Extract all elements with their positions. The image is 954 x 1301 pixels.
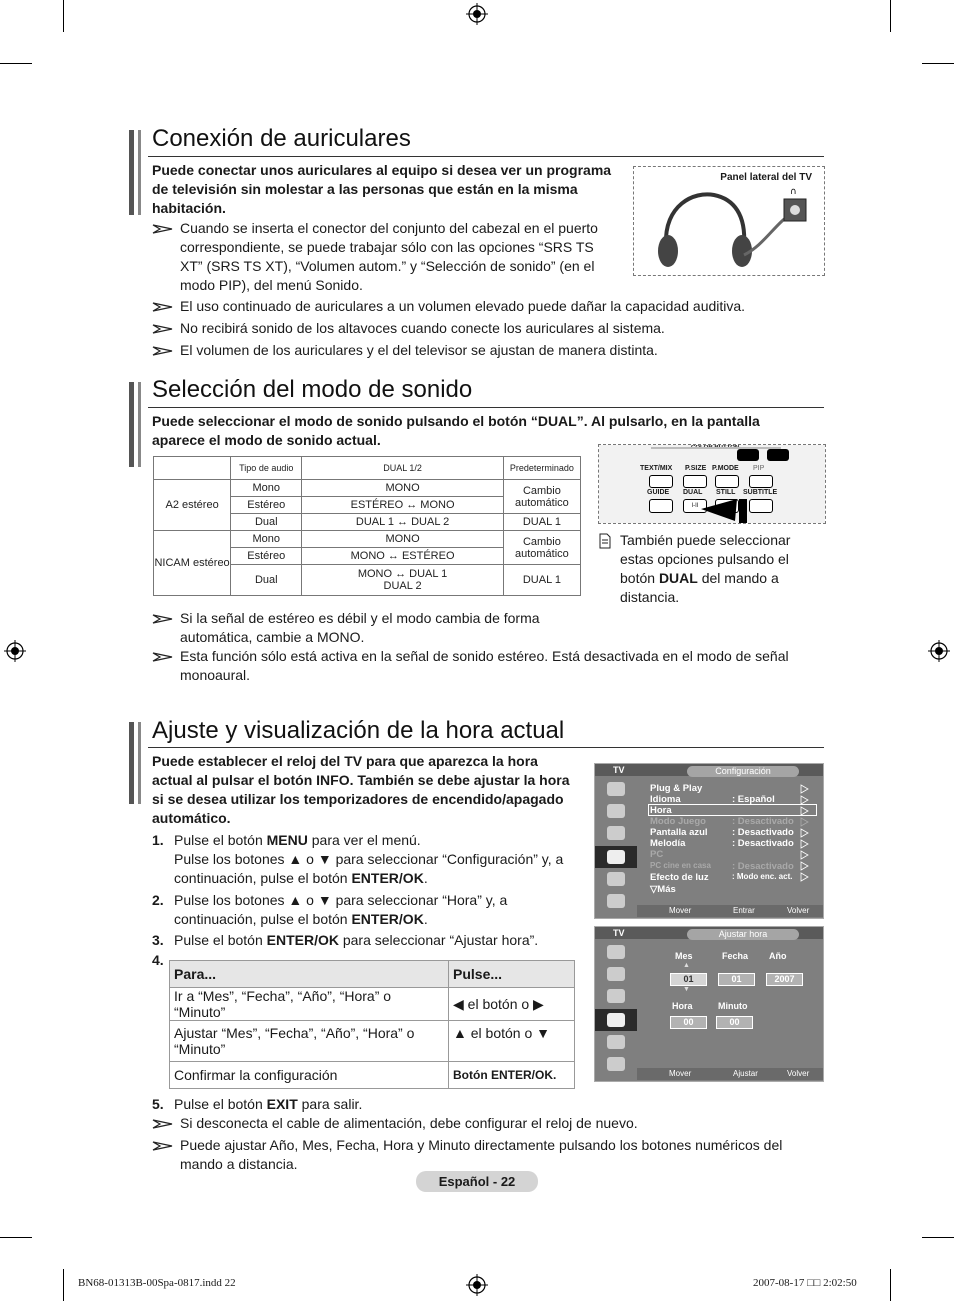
osd-menu-title: Ajustar hora <box>687 929 799 940</box>
osd-arrow-icons <box>800 784 810 884</box>
table-cell: Mono <box>231 480 302 497</box>
table-cell: Dual <box>231 514 302 531</box>
remote-key-label: GUIDE <box>647 489 670 496</box>
registration-mark-icon <box>928 640 950 662</box>
osd-menu-title: Configuración <box>687 766 799 777</box>
page-number: Español - 22 <box>416 1171 538 1192</box>
step-number: 1. <box>152 832 164 848</box>
table-header: Pulse... <box>449 961 575 988</box>
section-bar <box>138 130 141 215</box>
step-text <box>174 1095 584 1114</box>
sound-mode-table <box>153 456 581 596</box>
minute-label: Minuto <box>718 1001 748 1011</box>
down-arrow-icon: ▼ <box>683 986 690 993</box>
table-row <box>154 480 581 497</box>
osd-footer-return: Volver <box>787 1069 810 1078</box>
note-text: Si la señal de estéreo es débil y el modo cambia de forma automática, cambie a MONO. <box>180 610 540 645</box>
setup-gear-icon <box>607 850 625 864</box>
date-field[interactable]: 01 <box>718 973 755 986</box>
table-header: DUAL 1/2 <box>302 457 503 480</box>
step-text <box>174 831 584 850</box>
pointer-arrow-icon <box>699 497 755 523</box>
remote-panel <box>598 444 826 524</box>
osd-footer-move: Mover <box>669 906 692 915</box>
month-label: Mes <box>675 951 693 961</box>
table-cell: ESTÉREO ↔ MONO <box>302 497 503 514</box>
step-number: 3. <box>152 932 164 948</box>
section-title: Conexión de auriculares <box>152 125 411 152</box>
step-fragment: . <box>423 911 428 927</box>
osd-item-selected[interactable]: Hora <box>650 805 672 816</box>
date-label: Fecha <box>722 951 749 961</box>
remote-key[interactable] <box>683 475 707 488</box>
table-header: Para... <box>170 961 449 988</box>
section-bar <box>138 382 141 467</box>
table-cell: MONO <box>302 531 503 548</box>
osd-tv-label: TV <box>613 928 625 938</box>
remote-key-label: SUBTITLE <box>743 489 778 496</box>
osd-item[interactable]: Idioma <box>650 794 681 805</box>
osd-footer-move: Mover <box>669 1069 692 1078</box>
remote-key[interactable] <box>749 475 773 488</box>
remote-key[interactable] <box>715 475 739 488</box>
table-row <box>170 988 575 1021</box>
note-arrow-icon <box>152 1140 174 1152</box>
table-cell: Mono <box>231 531 302 548</box>
tip-bold: DUAL <box>658 570 698 586</box>
osd-item[interactable]: ▽Más <box>650 884 676 895</box>
note-arrow-icon <box>152 613 174 625</box>
crop-mark <box>0 1237 32 1238</box>
picture-icon <box>607 945 625 959</box>
table-cell: DUAL 1 ↔ DUAL 2 <box>302 514 503 531</box>
sound-icon <box>607 804 625 818</box>
svg-text:∩: ∩ <box>790 187 797 197</box>
section-title: Selección del modo de sonido <box>152 376 473 403</box>
crop-mark <box>890 1269 891 1301</box>
headphone-panel <box>633 166 825 276</box>
note-text: Si desconecta el cable de alimentación, debe configurar el reloj de nuevo. <box>180 1115 638 1131</box>
remote-key[interactable] <box>649 499 673 513</box>
step-text <box>174 891 534 929</box>
application-icon <box>607 1057 625 1071</box>
step-fragment: para ver el menú. <box>307 832 421 848</box>
note-text: Cuando se inserta el conector del conjunto del cabezal en el puerto correspondiente, se puede trabajar sólo con las opciones “SRS TS XT” (SRS TS XT), “Volumen autom.” y “Selección de sonido” (en el modo PIP), del menú Sonido. <box>180 220 598 293</box>
osd-item-value: : Modo enc. act. <box>732 872 793 881</box>
osd-item-value: : Desactivado <box>732 861 794 872</box>
osd-footer-return: Volver <box>787 906 810 915</box>
table-cell: MONO ↔ ESTÉREO <box>302 548 503 565</box>
channel-icon <box>607 989 625 1003</box>
osd-item[interactable]: Pantalla azul <box>650 827 708 838</box>
section-bar <box>129 382 134 467</box>
registration-mark-icon <box>466 1274 488 1296</box>
year-label: Año <box>769 951 787 961</box>
table-cell: Confirmar la configuración <box>170 1062 449 1089</box>
table-cell: Cambio automático <box>503 480 580 514</box>
note-text: El uso continuado de auriculares a un volumen elevado puede dañar la capacidad auditiva. <box>180 298 746 314</box>
note-text: Esta función sólo está activa en la señal de sonido estéreo. Está desactivada en el modo de señal monoaural. <box>180 648 789 683</box>
dual-key[interactable]: I-II <box>683 499 707 513</box>
osd-highlight <box>648 804 817 816</box>
application-icon <box>607 894 625 908</box>
table-cell: Estéreo <box>231 548 302 565</box>
osd-item[interactable]: Melodía <box>650 838 686 849</box>
osd-item[interactable]: PC <box>650 849 664 860</box>
section-rule <box>148 747 824 748</box>
note-arrow-icon <box>152 651 174 663</box>
step-fragment: Pulse los botones ▲ o ▼ para seleccionar “Configuración” y, a continuación, pulse el botón <box>174 851 564 886</box>
minute-field[interactable]: 00 <box>716 1016 753 1029</box>
step-key: ENTER/OK <box>266 932 339 948</box>
table-cell: Estéreo <box>231 497 302 514</box>
step-fragment: . <box>423 870 428 886</box>
year-field[interactable]: 2007 <box>766 973 803 986</box>
step-fragment: para salir. <box>297 1096 363 1112</box>
crop-mark <box>922 63 954 64</box>
table-cell: Cambio automático <box>503 531 580 565</box>
osd-item-value: : Desactivado <box>732 827 794 838</box>
table-cell: Dual <box>231 565 302 596</box>
section-rule <box>148 156 824 157</box>
step-number: 5. <box>152 1096 164 1112</box>
print-date: 2007-08-17 □□ 2:02:50 <box>753 1277 857 1289</box>
table-cell: DUAL 1 <box>503 514 580 531</box>
file-name: BN68-01313B-00Spa-0817.indd 22 <box>78 1277 236 1289</box>
step-fragment: Pulse el botón <box>174 832 267 848</box>
table-cell: Ajustar “Mes”, “Fecha”, “Año”, “Hora” o “Minuto” <box>170 1021 449 1062</box>
osd-footer-adjust: Ajustar <box>733 1069 758 1078</box>
table-cell: ▲ el botón o ▼ <box>449 1021 575 1062</box>
crop-mark <box>63 1269 64 1301</box>
note-icon <box>598 533 612 549</box>
note-arrow-icon <box>152 223 174 235</box>
up-arrow-icon: ▲ <box>683 962 690 969</box>
note-arrow-icon <box>152 1118 174 1130</box>
headphones-icon <box>654 185 814 271</box>
osd-item-value: : Desactivado <box>732 816 794 827</box>
table-cell: A2 estéreo <box>154 480 231 531</box>
intro-text: Puede establecer el reloj del TV para que aparezca la hora actual al pulsar el botón INFO. También se debe ajustar la hora si se desea utilizar los temporizadores de encendido/apagado automático. <box>152 753 570 826</box>
section-bar <box>129 722 134 804</box>
table-row <box>170 1021 575 1062</box>
step-key: ENTER/OK <box>351 870 424 886</box>
step-fragment: Pulse el botón <box>174 1096 267 1112</box>
step-text <box>174 850 584 888</box>
registration-mark-icon <box>4 640 26 662</box>
remote-key-label: STILL <box>716 489 736 496</box>
section-bar <box>129 130 134 215</box>
crop-mark <box>0 63 32 64</box>
input-icon <box>607 1035 625 1049</box>
remote-tip <box>620 531 820 607</box>
osd-time-menu <box>594 926 824 1082</box>
step-key: EXIT <box>266 1096 298 1112</box>
table-row <box>170 1062 575 1089</box>
osd-setup-menu <box>594 763 824 919</box>
step-fragment: Pulse el botón <box>174 932 267 948</box>
time-table <box>169 960 575 1089</box>
dual-cycle-top: MONO ↔ DUAL 1 <box>357 568 448 580</box>
section-bar <box>138 722 141 804</box>
remote-key-label: P.SIZE <box>685 465 707 472</box>
remote-key-label: PIP <box>753 465 765 472</box>
note-text: No recibirá sonido de los altavoces cuando conecte los auriculares al sistema. <box>180 320 665 336</box>
table-header: Predeterminado <box>503 457 580 480</box>
note-arrow-icon <box>152 301 174 313</box>
crop-mark <box>890 0 891 32</box>
crop-mark <box>63 0 64 32</box>
hour-field[interactable]: 00 <box>670 1016 707 1029</box>
crop-mark <box>922 1237 954 1238</box>
osd-item-value: : Desactivado <box>732 838 794 849</box>
step-number: 2. <box>152 892 164 908</box>
table-cell: DUAL 1 <box>503 565 580 596</box>
panel-label: Panel lateral del TV <box>720 172 812 183</box>
step-key: ENTER/OK <box>351 911 424 927</box>
osd-item[interactable]: Modo Juego <box>650 816 706 827</box>
dual-cycle-bottom: DUAL 2 <box>383 580 422 592</box>
step-fragment: para seleccionar “Ajustar hora”. <box>338 932 539 948</box>
remote-key-label: P.MODE <box>712 465 739 472</box>
step-number: 4. <box>152 952 164 968</box>
table-row <box>154 531 581 548</box>
table-cell: MONO <box>302 480 503 497</box>
note-arrow-icon <box>152 323 174 335</box>
step-text <box>174 931 584 950</box>
section-title: Ajuste y visualización de la hora actual <box>152 717 565 744</box>
intro-text: Puede seleccionar el modo de sonido pulsando el botón “DUAL”. Al pulsarlo, en la pantalla aparece el modo de sonido actual. <box>152 413 760 448</box>
remote-key-label: DUAL <box>683 489 703 496</box>
section-rule <box>148 407 824 408</box>
picture-icon <box>607 782 625 796</box>
table-cell: Ir a “Mes”, “Fecha”, “Año”, “Hora” o “Minuto” <box>170 988 449 1021</box>
table-header <box>154 457 231 480</box>
tip-text: del mando a distancia. <box>620 570 779 605</box>
step-key: MENU <box>266 832 308 848</box>
table-cell <box>302 565 503 596</box>
intro-text: Puede conectar unos auriculares al equipo si desea ver un programa de televisión sin molestar a las personas que están en la misma habitación. <box>152 162 612 216</box>
input-icon <box>607 872 625 886</box>
osd-item[interactable]: Plug & Play <box>650 783 703 794</box>
remote-key[interactable] <box>649 475 673 488</box>
sound-icon <box>607 967 625 981</box>
table-cell: Botón ENTER/OK. <box>449 1062 575 1089</box>
registration-mark-icon <box>466 3 488 25</box>
note-arrow-icon <box>152 345 174 357</box>
setup-gear-icon <box>607 1013 625 1027</box>
table-header: Tipo de audio <box>231 457 302 480</box>
step-fragment: Pulse los botones ▲ o ▼ para seleccionar “Hora” y, a continuación, pulse el botón <box>174 892 508 927</box>
osd-item[interactable]: PC cine en casa <box>650 861 711 870</box>
hour-label: Hora <box>672 1001 693 1011</box>
tip-text: También puede seleccionar estas opciones pulsando el botón <box>620 532 791 586</box>
osd-tv-label: TV <box>613 765 625 775</box>
note-text: El volumen de los auriculares y el del televisor se ajustan de manera distinta. <box>180 342 658 358</box>
osd-item-value: : Español <box>732 794 775 805</box>
osd-footer-enter: Entrar <box>733 906 755 915</box>
month-field[interactable]: 01 <box>670 973 707 986</box>
channel-icon <box>607 826 625 840</box>
table-cell: ◀ el botón o ▶ <box>449 988 575 1021</box>
osd-item[interactable]: Efecto de luz <box>650 872 709 883</box>
note-text: Puede ajustar Año, Mes, Fecha, Hora y Minuto directamente pulsando los botones numéricos del mando a distancia. <box>180 1137 783 1172</box>
remote-key-label: TEXT/MIX <box>640 465 673 472</box>
table-cell: NICAM estéreo <box>154 531 231 596</box>
